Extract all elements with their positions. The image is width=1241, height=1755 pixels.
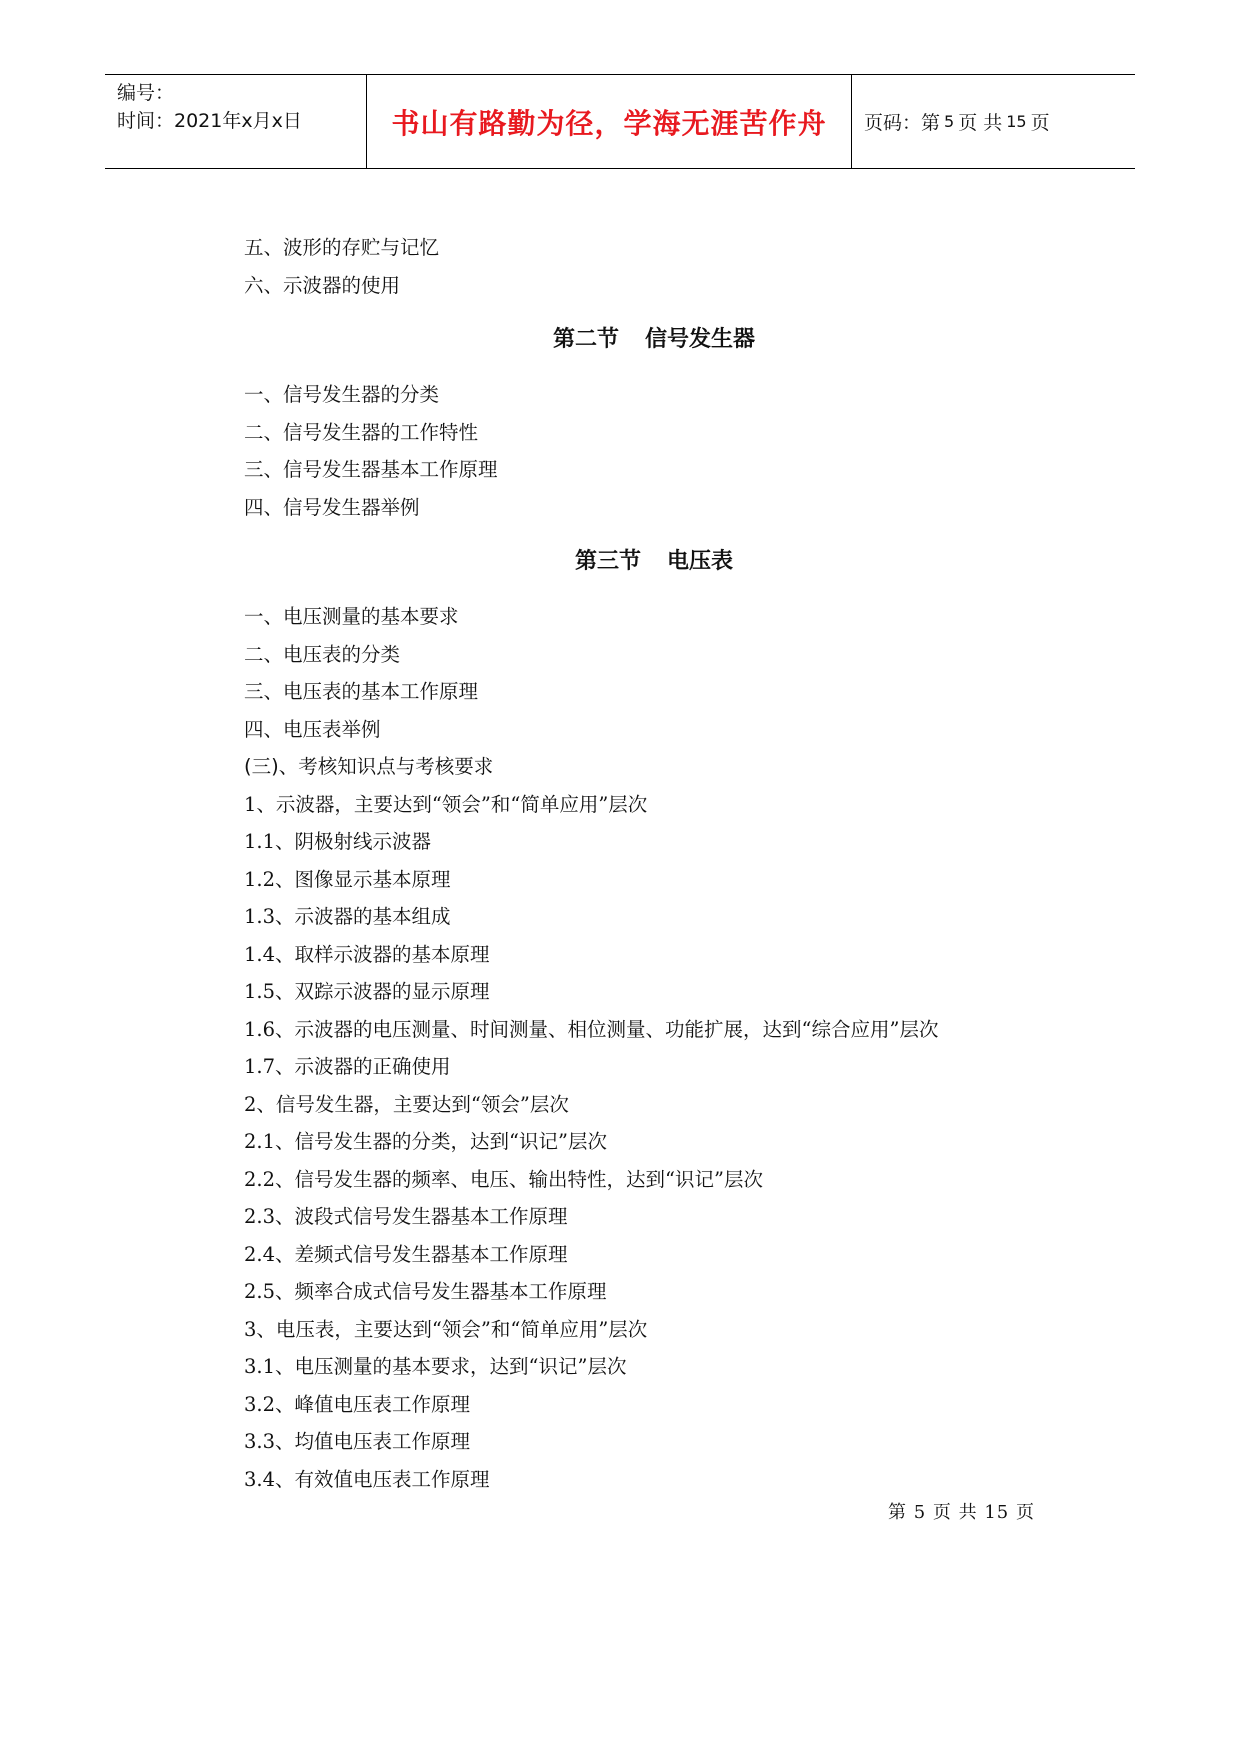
requirement-item: 3.1、电压测量的基本要求，达到“识记”层次	[244, 1355, 627, 1378]
requirement-item: 1.4、取样示波器的基本原理	[244, 942, 490, 966]
requirements-title: (三)、考核知识点与考核要求	[244, 755, 494, 778]
header-info-cell	[105, 75, 367, 168]
requirement-item: 1.5、双踪示波器的显示原理	[244, 980, 490, 1003]
section-heading	[244, 304, 1064, 376]
time-label: 时间：2021年x月x日	[117, 110, 302, 132]
list-item: 三、信号发生器基本工作原理	[244, 458, 498, 481]
number-label: 编号：	[117, 82, 175, 104]
requirement-item: 3.3、均值电压表工作原理	[244, 1430, 471, 1453]
requirement-item: 2.2、信号发生器的频率、电压、输出特性，达到“识记”层次	[244, 1167, 763, 1191]
section-title: 电压表	[667, 549, 734, 574]
page-current: 5	[944, 112, 955, 131]
requirement-item: 2、信号发生器，主要达到“领会”层次	[244, 1092, 569, 1116]
requirement-item: 1.2、图像显示基本原理	[244, 867, 451, 891]
requirement-item: 1、示波器，主要达到“领会”和“简单应用”层次	[244, 792, 648, 816]
requirement-item: 1.1、阴极射线示波器	[244, 830, 432, 853]
page-total: 15	[1006, 112, 1027, 131]
requirement-item: 3.2、峰值电压表工作原理	[244, 1392, 471, 1416]
requirement-item: 2.1、信号发生器的分类，达到“识记”层次	[244, 1130, 607, 1153]
list-item: 六、示波器的使用	[244, 273, 401, 297]
page-mid: 页 共	[958, 112, 1003, 134]
section-number: 第二节	[552, 327, 619, 352]
requirement-item: 2.3、波段式信号发生器基本工作原理	[244, 1205, 568, 1228]
requirement-item: 2.4、差频式信号发生器基本工作原理	[244, 1242, 568, 1266]
list-item: 二、信号发生器的工作特性	[244, 420, 479, 444]
list-item: 二、电压表的分类	[244, 642, 401, 666]
list-item: 五、波形的存贮与记忆	[244, 236, 440, 259]
requirement-item: 3、电压表，主要达到“领会”和“简单应用”层次	[244, 1317, 648, 1341]
requirement-item: 1.6、示波器的电压测量、时间测量、相位测量、功能扩展，达到“综合应用”层次	[244, 1017, 939, 1041]
list-item: 四、信号发生器举例	[244, 495, 420, 519]
section-title: 信号发生器	[645, 327, 756, 352]
header-page-cell	[852, 75, 1135, 168]
list-item: 一、电压测量的基本要求	[244, 605, 459, 628]
requirement-item: 1.3、示波器的基本组成	[244, 905, 451, 928]
page-suffix: 页	[1030, 112, 1050, 134]
page-footer: 第 5 页 共 15 页	[888, 1502, 1035, 1523]
section-heading	[244, 526, 1064, 598]
page-header	[105, 74, 1135, 169]
header-motto: 书山有路勤为径，学海无涯苦作舟	[367, 75, 852, 168]
document-body	[244, 229, 1064, 1498]
page-prefix: 页码：第	[864, 112, 941, 134]
requirement-item: 2.5、频率合成式信号发生器基本工作原理	[244, 1280, 607, 1303]
requirement-item: 3.4、有效值电压表工作原理	[244, 1467, 490, 1491]
requirement-item: 1.7、示波器的正确使用	[244, 1055, 451, 1078]
list-item: 四、电压表举例	[244, 717, 381, 741]
section-number: 第三节	[574, 549, 641, 574]
list-item: 一、信号发生器的分类	[244, 383, 440, 406]
list-item: 三、电压表的基本工作原理	[244, 680, 479, 703]
